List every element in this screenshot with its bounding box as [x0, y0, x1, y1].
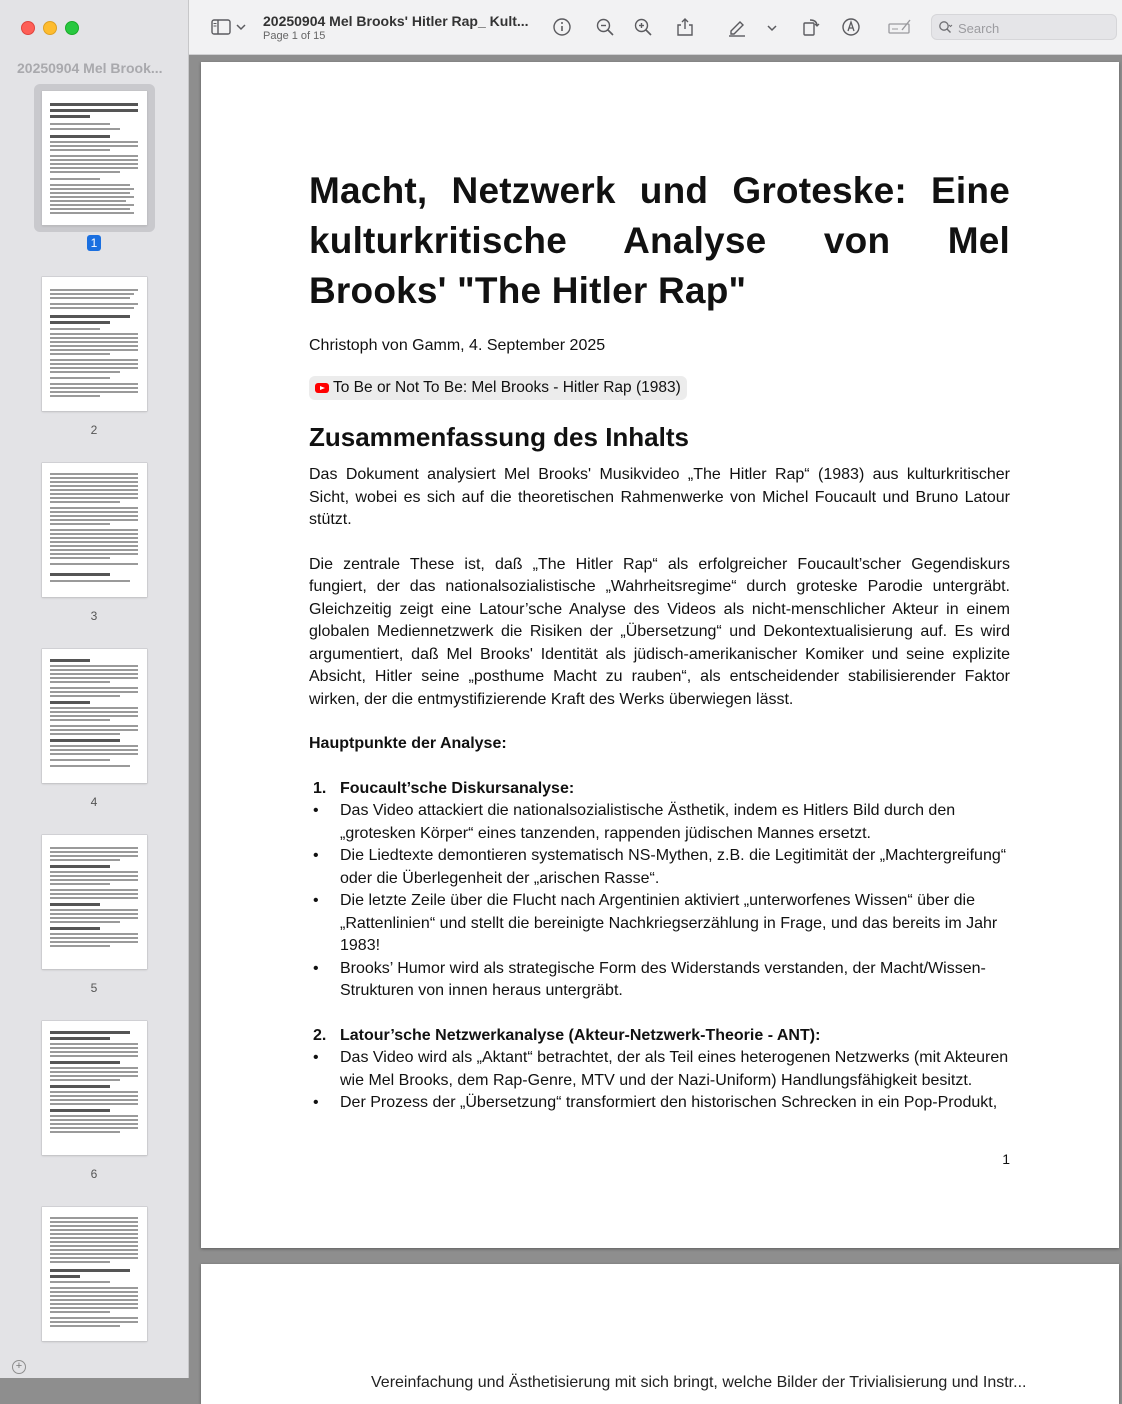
list-item: • Die letzte Zeile über die Flucht nach Argentinien aktiviert „unterworfenes Wissen“ über die „Rattenlinien“ und stellt die bereinigte Nachkriegserzählung in Frage, und das bereits im Jahr 1983! — [309, 890, 1010, 958]
zoom-window-button[interactable] — [65, 21, 79, 35]
author-line: Christoph von Gamm, 4. September 2025 — [309, 337, 606, 354]
page-thumbnail-3[interactable] — [42, 463, 147, 597]
page-thumbnail-4[interactable] — [42, 649, 147, 783]
zoom-out-icon[interactable] — [594, 16, 616, 38]
page-thumbnail-5[interactable] — [42, 835, 147, 969]
thumbnail-page-number: 6 — [90, 1167, 98, 1181]
summary-paragraph-2: Die zentrale These ist, daß „The Hitler Rap“ als erfolgreicher Foucault’scher Gegendiskurs fungiert, der das nationalsozialistische „Wahrheitsregime“ durch groteske Parodie untergräbt. Gleichzeitig zeigt eine Latour’sche Analyse des Videos als nicht-menschlicher Akteur in einem globalen Mediennetzwerk die Risiken der „Übersetzung“ und Dekontextualisierung auf. Es wird argumentiert, daß Mel Brooks' Identität als jüdisch-amerikanischer Komiker und seine explizite Absicht, Hitler seine „posthume Macht zu rauben“, als entscheidender stabilisierender Faktor wirken, der die entmystifizierende Kraft des Werks überwiegen lässt. — [309, 555, 1010, 708]
thumbnail-page-number: 1 — [0, 236, 188, 250]
page-indicator: Page 1 of 15 — [263, 30, 326, 42]
close-window-button[interactable] — [21, 21, 35, 35]
list-item: • Die Liedtexte demontieren systematisch NS-Mythen, z.B. die Legitimität der „Machtergreifung“ oder die Überlegenheit der „arischen Rasse“. — [309, 845, 1010, 890]
summary-heading: Zusammenfassung des Inhalts — [309, 422, 689, 452]
document-title: 20250904 Mel Brooks' Hitler Rap_ Kult... — [263, 13, 529, 29]
thumbnail-page-number: 3 — [90, 609, 98, 623]
section-1-heading: 1. Foucault’sche Diskursanalyse: — [313, 779, 575, 797]
sidebar-document-title: 20250904 Mel Brook... — [17, 60, 163, 76]
document-title-heading: Macht, Netzwerk und Groteske: Eine kulturkritische Analyse von Mel Brooks' "The Hitler Rap" — [309, 170, 1010, 311]
sidebar-toggle-icon[interactable] — [210, 16, 232, 38]
section-1-bullets — [309, 800, 1010, 1003]
page-content — [309, 166, 1010, 1115]
minimize-window-button[interactable] — [43, 21, 57, 35]
window-controls — [21, 21, 79, 35]
list-item: • Der Prozess der „Übersetzung“ transformiert den historischen Schrecken in ein Pop-Produkt, — [309, 1092, 1010, 1115]
section-2-heading: 2. Latour’sche Netzwerkanalyse (Akteur-Netzwerk-Theorie - ANT): — [313, 1026, 821, 1044]
page-2-text-line: Vereinfachung und Ästhetisierung mit sich bringt, welche Bilder der Trivialisierung und Instr... — [371, 1374, 1027, 1391]
page-thumbnail-2[interactable] — [42, 277, 147, 411]
youtube-icon — [315, 383, 329, 393]
thumbnail-page-number: 5 — [90, 981, 98, 995]
page-thumbnail-7[interactable] — [42, 1207, 147, 1341]
form-fill-icon[interactable] — [887, 16, 913, 38]
highlight-pen-icon[interactable] — [726, 16, 748, 38]
share-icon[interactable] — [674, 16, 696, 38]
chevron-down-icon[interactable] — [235, 16, 247, 38]
thumbnail-sidebar — [0, 0, 189, 1378]
markup-icon[interactable] — [840, 16, 862, 38]
section-2-bullets — [309, 1047, 1010, 1115]
thumbnail-page-number: 2 — [90, 423, 98, 437]
list-item: • Das Video wird als „Aktant“ betrachtet, der als Teil eines heterogenen Netzwerks (mit Akteuren wie Mel Brooks, dem Rap-Genre, MTV und der Nazi-Uniform) Handlungsfähigkeit besitzt. — [309, 1047, 1010, 1092]
info-icon[interactable] — [551, 16, 573, 38]
thumbnail-image — [42, 91, 147, 225]
toolbar — [189, 0, 1122, 55]
document-page-2 — [201, 1264, 1119, 1404]
youtube-video-link[interactable] — [309, 376, 687, 400]
document-page-1 — [201, 62, 1119, 1248]
list-item: • Brooks’ Humor wird als strategische Form des Widerstands verstanden, der Macht/Wissen-Strukturen von innen heraus untergräbt. — [309, 958, 1010, 1003]
chevron-down-icon[interactable] — [766, 16, 778, 38]
search-input[interactable] — [956, 18, 1110, 38]
page-thumbnail-6[interactable] — [42, 1021, 147, 1155]
add-page-icon[interactable]: + — [12, 1360, 26, 1374]
thumbnail-page-number: 4 — [90, 795, 98, 809]
zoom-in-icon[interactable] — [632, 16, 654, 38]
rotate-icon[interactable] — [800, 16, 822, 38]
summary-paragraph-1: Das Dokument analysiert Mel Brooks' Musikvideo „The Hitler Rap“ (1983) aus kulturkritischer Sicht, wobei es sich auf die theoretischen Rahmenwerke von Michel Foucault und Bruno Latour stützt. — [309, 466, 1010, 528]
page-number: 1 — [1002, 1151, 1010, 1167]
list-item: • Das Video attackiert die nationalsozialistische Ästhetik, indem es Hitlers Bild durch den „grotesken Körper“ eines tanzenden, rappenden jüdischen Mannes ersetzt. — [309, 800, 1010, 845]
key-points-heading: Hauptpunkte der Analyse: — [309, 735, 507, 752]
search-field[interactable] — [931, 14, 1117, 40]
video-link-label: To Be or Not To Be: Mel Brooks - Hitler Rap (1983) — [333, 379, 681, 396]
search-icon — [938, 20, 954, 36]
